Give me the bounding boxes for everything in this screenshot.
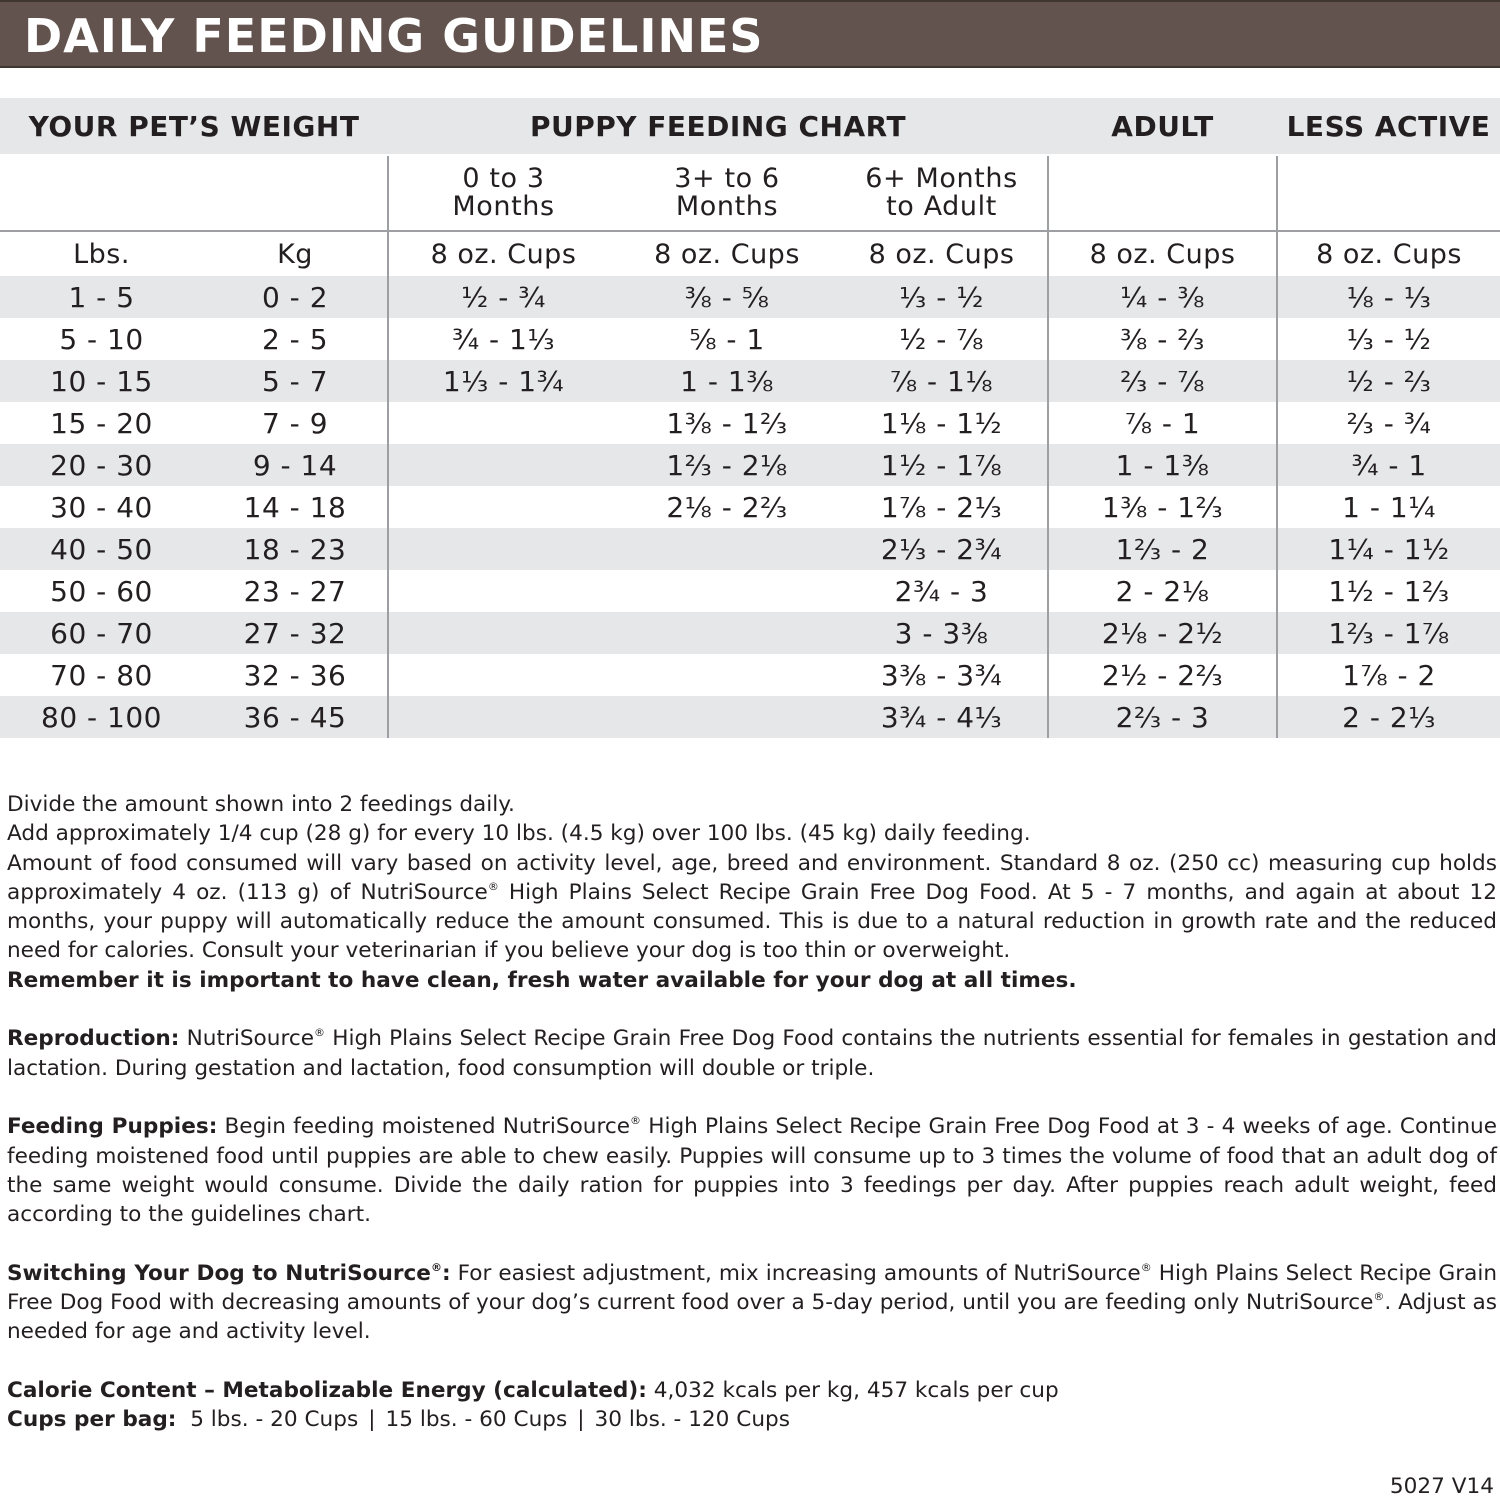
less-active-cups: ½ - ⅔: [1277, 360, 1500, 402]
less-active-cups: 1 - 1¼: [1277, 486, 1500, 528]
cups-unit: 8 oz. Cups: [618, 231, 836, 276]
puppy-0-3-cups: [388, 444, 618, 486]
puppy-0-3-cups: [388, 654, 618, 696]
puppy-3-6-cups: 1 - 1⅜: [618, 360, 836, 402]
adult-cups: 1 - 1⅜: [1048, 444, 1277, 486]
adult-cups: ⅔ - ⅞: [1048, 360, 1277, 402]
less-active-cups: ⅔ - ¾: [1277, 402, 1500, 444]
note-cups-per-bag: Cups per bag: 5 lbs. - 20 Cups | 15 lbs. - 60 Cups | 30 lbs. - 120 Cups: [7, 1407, 790, 1433]
puppy-6-adult-cups: 2¾ - 3: [894, 574, 989, 608]
cups-unit: 8 oz. Cups: [836, 231, 1048, 276]
puppy-3-6-cups: [618, 528, 836, 570]
less-active-cups: 1⅞ - 2: [1277, 654, 1500, 696]
adult-cups: 2⅛ - 2½: [1048, 612, 1277, 654]
adult-cups: 1⅔ - 2: [1048, 528, 1277, 570]
weight-header: YOUR PET’S WEIGHT: [0, 98, 388, 155]
page-title: DAILY FEEDING GUIDELINES: [24, 9, 764, 63]
puppy-6-adult-cups: 1⅛ - 1½: [880, 406, 1003, 440]
weight-kg: 27 - 32: [203, 612, 388, 654]
less-active-header: LESS ACTIVE: [1277, 98, 1500, 155]
puppy-0-3-cups: [388, 528, 618, 570]
note-add: Add approximately 1/4 cup (28 g) for every 10 lbs. (4.5 kg) over 100 lbs. (45 kg) daily feeding.: [7, 821, 1031, 847]
adult-age-blank: [1048, 155, 1277, 231]
note-amount: Amount of food consumed will vary based on activity level, age, breed and environment. Standard 8 oz. (250 cc) measuring cup holds approximately 4 oz. (113 g) of NutriSource® High Plains Select Recipe Grain Free Dog Food. At 5 - 7 months, and again at about 12 months, your puppy will automatically reduce the amount consumed. This is due to a natural reduction in growth rate and the reduced need for calories. Consult your veterinarian if you believe your dog is too thin or overweight.: [7, 850, 1497, 964]
weight-lbs: 30 - 40: [50, 490, 153, 524]
puppy-6-adult-cups: ⅓ - ½: [836, 276, 1048, 318]
puppy-6-adult-cups: 2⅓ - 2¾: [836, 528, 1048, 570]
note-calorie: Calorie Content – Metabolizable Energy (calculated): 4,032 kcals per kg, 457 kcals per cup: [7, 1377, 1059, 1403]
table-row: [0, 276, 1500, 318]
header-row: [0, 98, 1500, 155]
weight-kg: 36 - 45: [203, 696, 388, 738]
weight-kg: 0 - 2: [203, 276, 388, 318]
weight-kg: 14 - 18: [243, 490, 347, 524]
lbs-unit: Lbs.: [0, 231, 203, 276]
puppy-6-adult-cups: ½ - ⅞: [899, 322, 984, 356]
puppy-6-adult-cups: 3 - 3⅜: [836, 612, 1048, 654]
puppy-3-6-cups: 2⅛ - 2⅔: [666, 490, 788, 524]
table-row: [0, 402, 1500, 444]
table-row: [0, 486, 1500, 528]
note-reproduction: Reproduction: NutriSource® High Plains Select Recipe Grain Free Dog Food contains the nutrients essential for females in gestation and lactation. During gestation and lactation, food consumption will double or triple.: [7, 1026, 1497, 1081]
puppy-header: PUPPY FEEDING CHART: [388, 98, 1048, 155]
less-active-cups: ⅛ - ⅓: [1277, 276, 1500, 318]
puppy-age-0-3: 0 to 3 Months: [388, 155, 618, 231]
adult-cups: 2⅔ - 3: [1048, 696, 1277, 738]
less-active-cups: 2 - 2⅓: [1277, 696, 1500, 738]
weight-lbs: 80 - 100: [0, 696, 203, 738]
feeding-notes: [7, 790, 1497, 1435]
weight-lbs: 1 - 5: [0, 276, 203, 318]
puppy-3-6-cups: [618, 696, 836, 738]
adult-header: ADULT: [1048, 98, 1277, 155]
age-row: [0, 155, 1500, 231]
title-bar: [0, 0, 1500, 68]
product-code: 5027 V14: [1389, 1474, 1494, 1499]
age-blank: [0, 155, 388, 231]
puppy-0-3-cups: ¾ - 1⅓: [388, 318, 618, 360]
puppy-0-3-cups: 1⅓ - 1¾: [388, 360, 618, 402]
note-divide: Divide the amount shown into 2 feedings daily.: [7, 792, 515, 817]
cups-unit: 8 oz. Cups: [1277, 231, 1500, 276]
adult-cups: ¼ - ⅜: [1048, 276, 1277, 318]
puppy-0-3-cups: [388, 486, 618, 528]
puppy-6-adult-cups: 1⅞ - 2⅓: [880, 490, 1003, 524]
table-row: [0, 654, 1500, 696]
puppy-0-3-cups: [388, 696, 618, 738]
puppy-3-6-cups: 1⅜ - 1⅔: [666, 406, 788, 440]
table-row: [0, 696, 1500, 738]
weight-lbs: 50 - 60: [50, 574, 153, 608]
table-row: [0, 360, 1500, 402]
weight-lbs: 10 - 15: [0, 360, 203, 402]
puppy-3-6-cups: [618, 612, 836, 654]
table-row: [0, 570, 1500, 612]
puppy-0-3-cups: [388, 612, 618, 654]
note-water: Remember it is important to have clean, fresh water available for your dog at all times.: [7, 967, 1077, 993]
weight-kg: 32 - 36: [243, 658, 347, 692]
weight-lbs: 20 - 30: [0, 444, 203, 486]
less-active-cups: 1¼ - 1½: [1277, 528, 1500, 570]
weight-kg: 7 - 9: [261, 406, 329, 440]
less-active-cups: ¾ - 1: [1277, 444, 1500, 486]
puppy-6-adult-cups: 3⅜ - 3¾: [880, 658, 1003, 692]
puppy-age-3-6: 3+ to 6 Months: [618, 155, 836, 231]
puppy-6-adult-cups: ⅞ - 1⅛: [836, 360, 1048, 402]
feeding-table: [0, 98, 1500, 738]
puppy-0-3-cups: ½ - ¾: [388, 276, 618, 318]
puppy-6-adult-cups: 3¾ - 4⅓: [836, 696, 1048, 738]
less-active-cups: 1½ - 1⅔: [1277, 570, 1500, 612]
table-row: [0, 528, 1500, 570]
table-row: [0, 318, 1500, 360]
table-row: [0, 444, 1500, 486]
adult-cups: 2 - 2⅛: [1048, 570, 1277, 612]
puppy-3-6-cups: 1⅔ - 2⅛: [618, 444, 836, 486]
cups-unit: 8 oz. Cups: [1048, 231, 1277, 276]
note-switching: Switching Your Dog to NutriSource®: For easiest adjustment, mix increasing amounts of NutriSource® High Plains Select Recipe Grain Free Dog Food with decreasing amounts of your dog’s current food over a 5-day period, until you are feeding only NutriSource®. Adjust as needed for age and activity level.: [7, 1260, 1498, 1345]
cups-unit: 8 oz. Cups: [388, 231, 618, 276]
puppy-3-6-cups: [618, 570, 836, 612]
note-feeding-puppies: Feeding Puppies: Begin feeding moistened NutriSource® High Plains Select Recipe Grain Free Dog Food at 3 - 4 weeks of age. Continue feeding moistened food until puppies are able to chew easily. Puppies will consume up to 3 times the volume of food that an adult dog of the same weight would consume. Divide the daily ration for puppies into 3 feedings per day. After puppies reach adult weight, feed according to the guidelines chart.: [7, 1114, 1497, 1228]
adult-cups: ⅜ - ⅔: [1048, 318, 1277, 360]
less-active-cups: 1⅔ - 1⅞: [1277, 612, 1500, 654]
weight-kg: 5 - 7: [203, 360, 388, 402]
weight-kg: 9 - 14: [203, 444, 388, 486]
puppy-0-3-cups: [388, 402, 618, 444]
puppy-6-adult-cups: 1½ - 1⅞: [836, 444, 1048, 486]
weight-lbs: 70 - 80: [50, 658, 153, 692]
less-active-cups: ⅓ - ½: [1277, 318, 1500, 360]
adult-cups: ⅞ - 1: [1048, 402, 1277, 444]
puppy-3-6-cups: ⅝ - 1: [689, 322, 765, 356]
less-age-blank: [1277, 155, 1500, 231]
puppy-age-6-adult: 6+ Months to Adult: [836, 155, 1048, 231]
table-row: [0, 612, 1500, 654]
adult-cups: 1⅜ - 1⅔: [1048, 486, 1277, 528]
weight-lbs: 15 - 20: [50, 406, 153, 440]
weight-lbs: 40 - 50: [0, 528, 203, 570]
weight-lbs: 60 - 70: [0, 612, 203, 654]
puppy-3-6-cups: ⅜ - ⅝: [618, 276, 836, 318]
weight-kg: 2 - 5: [261, 322, 329, 356]
kg-unit: Kg: [203, 231, 388, 276]
weight-lbs: 5 - 10: [59, 322, 144, 356]
adult-cups: 2½ - 2⅔: [1048, 654, 1277, 696]
weight-kg: 23 - 27: [243, 574, 347, 608]
puppy-0-3-cups: [388, 570, 618, 612]
weight-kg: 18 - 23: [203, 528, 388, 570]
unit-row: [0, 231, 1500, 276]
puppy-3-6-cups: [618, 654, 836, 696]
